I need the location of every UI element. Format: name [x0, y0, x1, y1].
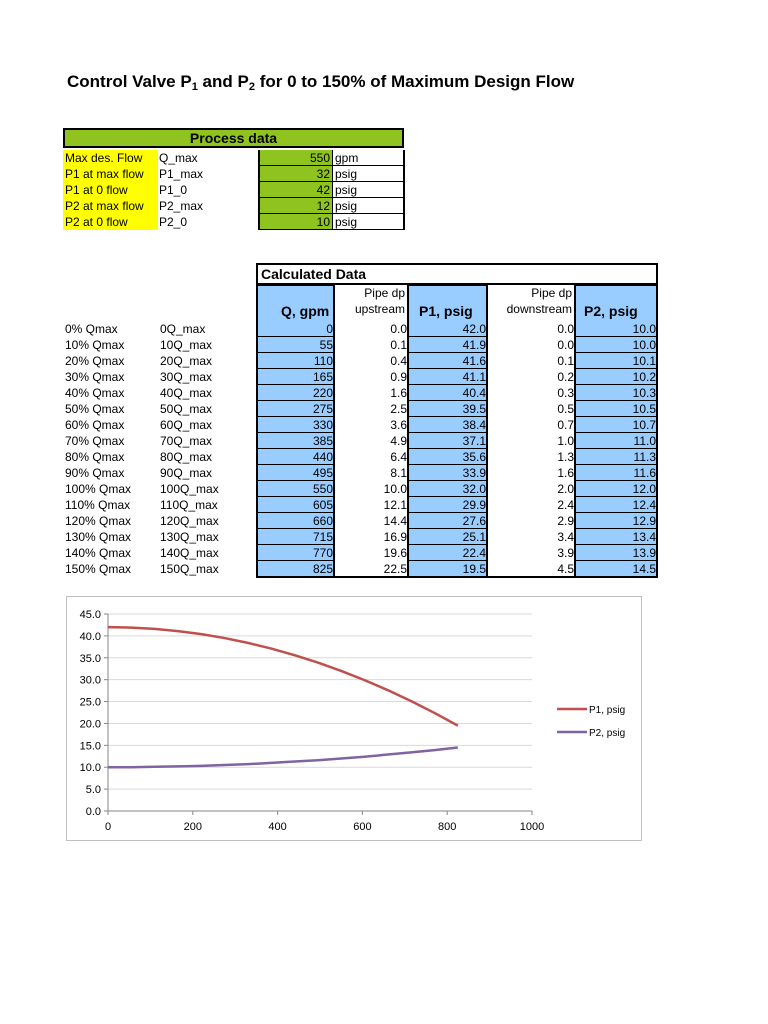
- flow-gpm-cell: 0: [326, 322, 333, 336]
- table-row: [0, 561, 768, 577]
- table-row: [0, 353, 768, 369]
- x-tick-label: 0: [104, 821, 112, 833]
- y-tick-label: 0.0: [85, 806, 101, 818]
- p1-psig-cell: 41.9: [462, 338, 486, 352]
- flow-symbol: 130Q_max: [160, 530, 219, 544]
- flow-gpm-cell: 385: [312, 434, 333, 448]
- flow-symbol: 60Q_max: [160, 418, 213, 432]
- y-tick-label: 30.0: [79, 674, 101, 687]
- page-title: Control Valve $P_1$ and $P_2$ for 0 to 150% of Maximum Design Flow: [67, 72, 575, 93]
- p1-psig-cell: 41.6: [462, 354, 486, 368]
- p1-column-header: P1, psig: [419, 303, 473, 319]
- p1-psig-cell: 37.1: [462, 434, 486, 448]
- p2-psig-cell: 10.0: [632, 338, 656, 352]
- flow-symbol: 110Q_max: [160, 498, 218, 512]
- flow-percent-label: 50% Qmax: [65, 402, 125, 416]
- flow-percent-label: 0% Qmax: [65, 322, 118, 336]
- flow-gpm-cell: 605: [312, 498, 333, 512]
- dp-upstream-cell: 0.1: [390, 338, 407, 352]
- dp-upstream-cell: 2.5: [390, 402, 407, 416]
- flow-percent-label: 130% Qmax: [65, 530, 132, 544]
- p2-psig-cell: 11.3: [633, 450, 656, 464]
- process-label: Max des. Flow: [63, 150, 158, 166]
- p1-psig-cell: 25.1: [462, 530, 486, 544]
- table-row: [0, 337, 768, 353]
- flow-symbol: 50Q_max: [160, 402, 213, 416]
- process-symbol: P2_max: [159, 199, 204, 213]
- process-data-header: Process data: [63, 128, 404, 148]
- flow-gpm-cell: 715: [312, 530, 333, 544]
- dp-downstream-cell: 0.2: [557, 370, 574, 384]
- p1-psig-cell: 40.4: [462, 386, 486, 400]
- p1-psig-cell: 27.6: [462, 514, 486, 528]
- flow-gpm-cell: 660: [312, 514, 333, 528]
- dp-downstream-cell: 4.5: [557, 562, 574, 576]
- table-row: [0, 321, 768, 337]
- flow-symbol: 20Q_max: [160, 354, 213, 368]
- pipe-dp-downstream-header: Pipe dp downstream: [506, 286, 572, 316]
- process-symbol: P2_0: [159, 215, 188, 229]
- dp-upstream-cell: 10.0: [383, 482, 407, 496]
- flow-percent-label: 100% Qmax: [65, 482, 132, 496]
- flow-percent-label: 40% Qmax: [65, 386, 125, 400]
- dp-upstream-cell: 14.4: [383, 514, 407, 528]
- flow-gpm-cell: 770: [312, 546, 333, 560]
- flow-symbol: 80Q_max: [160, 450, 213, 464]
- process-value: 32: [258, 166, 332, 182]
- pressure-chart: [67, 597, 643, 842]
- process-value: 12: [258, 198, 332, 214]
- flow-symbol: 40Q_max: [160, 386, 213, 400]
- x-tick-label: 400: [268, 821, 287, 833]
- process-label: P1 at max flow: [63, 166, 158, 182]
- table-row: [0, 369, 768, 385]
- flow-symbol: 90Q_max: [160, 466, 213, 480]
- p1-psig-cell: 35.6: [462, 450, 486, 464]
- flow-gpm-cell: 550: [312, 482, 333, 496]
- x-tick-label: 800: [438, 821, 457, 833]
- dp-upstream-cell: 0.9: [390, 370, 407, 384]
- table-row: [0, 433, 768, 449]
- dp-upstream-cell: 8.1: [390, 466, 407, 480]
- flow-percent-label: 60% Qmax: [65, 418, 125, 432]
- dp-upstream-cell: 16.9: [383, 530, 407, 544]
- table-row: [0, 497, 768, 513]
- flow-percent-label: 140% Qmax: [65, 546, 132, 560]
- x-tick-label: 200: [183, 821, 202, 833]
- p2-psig-cell: 12.9: [632, 514, 656, 528]
- p1-psig-cell: 19.5: [462, 562, 486, 576]
- dp-downstream-cell: 2.0: [557, 482, 574, 496]
- x-tick-label: 600: [353, 821, 372, 833]
- dp-downstream-cell: 1.0: [557, 434, 574, 448]
- legend-label: P2, psig: [589, 728, 626, 739]
- q-column-header: Q, gpm: [281, 303, 330, 319]
- p1-psig-cell: 33.9: [462, 466, 486, 480]
- dp-downstream-cell: 0.7: [557, 418, 574, 432]
- dp-upstream-cell: 22.5: [383, 562, 407, 576]
- p2-psig-cell: 10.7: [632, 418, 656, 432]
- table-row: [0, 385, 768, 401]
- dp-downstream-cell: 3.4: [557, 530, 574, 544]
- process-label: P1 at 0 flow: [63, 182, 158, 198]
- chart-area: [66, 596, 642, 841]
- y-tick-label: 35.0: [79, 652, 101, 665]
- table-row: [0, 449, 768, 465]
- series-line-p2: [108, 748, 458, 768]
- dp-upstream-cell: 4.9: [390, 434, 407, 448]
- flow-percent-label: 30% Qmax: [65, 370, 125, 384]
- flow-symbol: 70Q_max: [160, 434, 213, 448]
- dp-downstream-cell: 2.9: [557, 514, 574, 528]
- flow-gpm-cell: 55: [319, 338, 333, 352]
- p1-psig-cell: 39.5: [462, 402, 486, 416]
- dp-upstream-cell: 12.1: [383, 498, 407, 512]
- table-row: [0, 401, 768, 417]
- p2-psig-cell: 13.4: [632, 530, 656, 544]
- process-value: 42: [258, 182, 332, 198]
- dp-upstream-cell: 6.4: [390, 450, 407, 464]
- flow-symbol: 120Q_max: [160, 514, 219, 528]
- table-row: [0, 465, 768, 481]
- process-symbol: P1_0: [159, 183, 188, 197]
- flow-symbol: 140Q_max: [160, 546, 219, 560]
- cell-border: [574, 576, 658, 577]
- process-label: P2 at max flow: [63, 198, 158, 214]
- x-tick-label: 1000: [519, 821, 545, 833]
- p2-psig-cell: 11.6: [633, 466, 656, 480]
- process-unit: psig: [332, 198, 405, 214]
- dp-downstream-cell: 0.3: [557, 386, 574, 400]
- dp-downstream-cell: 3.9: [557, 546, 574, 560]
- p1-psig-cell: 42.0: [462, 322, 486, 336]
- process-unit: psig: [332, 182, 405, 198]
- p1-psig-cell: 38.4: [462, 418, 486, 432]
- table-row: [0, 417, 768, 433]
- table-row: [0, 481, 768, 497]
- y-tick-label: 5.0: [85, 784, 101, 797]
- pipe-dp-upstream-header: Pipe dp upstream: [354, 286, 405, 316]
- flow-gpm-cell: 440: [312, 450, 333, 464]
- process-symbol: P1_max: [159, 167, 204, 181]
- process-unit: gpm: [332, 150, 405, 166]
- dp-upstream-cell: 0.0: [390, 322, 407, 336]
- flow-gpm-cell: 275: [312, 402, 333, 416]
- flow-symbol: 150Q_max: [160, 562, 219, 576]
- p1-psig-cell: 29.9: [462, 498, 486, 512]
- p2-psig-cell: 13.9: [632, 546, 656, 560]
- dp-downstream-cell: 0.5: [557, 402, 574, 416]
- p2-psig-cell: 10.5: [632, 402, 656, 416]
- table-row: [0, 513, 768, 529]
- flow-gpm-cell: 330: [312, 418, 333, 432]
- y-tick-label: 20.0: [79, 718, 101, 731]
- flow-gpm-cell: 165: [312, 370, 333, 384]
- table-row: [0, 529, 768, 545]
- process-value: 10: [258, 214, 332, 230]
- dp-downstream-cell: 0.1: [557, 354, 574, 368]
- p2-column-header: P2, psig: [584, 303, 638, 319]
- flow-percent-label: 120% Qmax: [65, 514, 132, 528]
- process-unit: psig: [332, 214, 405, 230]
- flow-percent-label: 70% Qmax: [65, 434, 125, 448]
- flow-percent-label: 80% Qmax: [65, 450, 125, 464]
- flow-symbol: 100Q_max: [160, 482, 219, 496]
- dp-upstream-cell: 1.6: [390, 386, 407, 400]
- legend-label: P1, psig: [589, 705, 626, 716]
- p1-psig-cell: 41.1: [462, 370, 486, 384]
- p2-psig-cell: 12.4: [632, 498, 656, 512]
- flow-symbol: 10Q_max: [160, 338, 213, 352]
- p2-psig-cell: 14.5: [632, 562, 656, 576]
- y-tick-label: 40.0: [79, 630, 101, 643]
- dp-downstream-cell: 1.3: [557, 450, 574, 464]
- process-label: P2 at 0 flow: [63, 214, 158, 230]
- y-tick-label: 10.0: [79, 762, 101, 775]
- flow-percent-label: 90% Qmax: [65, 466, 125, 480]
- flow-percent-label: 150% Qmax: [65, 562, 132, 576]
- dp-upstream-cell: 19.6: [383, 546, 407, 560]
- p2-psig-cell: 12.0: [632, 482, 656, 496]
- cell-border: [256, 576, 335, 577]
- flow-percent-label: 20% Qmax: [65, 354, 125, 368]
- table-row: [0, 545, 768, 561]
- dp-upstream-cell: 0.4: [390, 354, 407, 368]
- series-line-p1: [108, 627, 458, 725]
- p2-psig-cell: 10.0: [632, 322, 656, 336]
- flow-gpm-cell: 495: [312, 466, 333, 480]
- dp-downstream-cell: 0.0: [557, 322, 574, 336]
- p1-psig-cell: 32.0: [462, 482, 486, 496]
- dp-upstream-cell: 3.6: [390, 418, 407, 432]
- flow-gpm-cell: 110: [313, 354, 333, 368]
- y-tick-label: 15.0: [79, 740, 101, 753]
- process-value: 550: [258, 150, 332, 166]
- calculated-data-header: Calculated Data: [256, 263, 658, 285]
- p2-psig-cell: 11.0: [633, 434, 656, 448]
- y-tick-label: 45.0: [79, 609, 101, 621]
- p2-psig-cell: 10.3: [632, 386, 656, 400]
- cell-border: [407, 576, 488, 577]
- process-symbol: Q_max: [159, 151, 198, 165]
- flow-symbol: 0Q_max: [160, 322, 206, 336]
- p1-psig-cell: 22.4: [462, 546, 486, 560]
- flow-gpm-cell: 220: [312, 386, 333, 400]
- y-tick-label: 25.0: [79, 696, 101, 709]
- process-unit: psig: [332, 166, 405, 182]
- flow-percent-label: 10% Qmax: [65, 338, 125, 352]
- dp-downstream-cell: 1.6: [557, 466, 574, 480]
- flow-percent-label: 110% Qmax: [65, 498, 131, 512]
- dp-downstream-cell: 0.0: [557, 338, 574, 352]
- flow-gpm-cell: 825: [312, 562, 333, 576]
- p2-psig-cell: 10.1: [632, 354, 656, 368]
- flow-symbol: 30Q_max: [160, 370, 213, 384]
- dp-downstream-cell: 2.4: [557, 498, 574, 512]
- p2-psig-cell: 10.2: [632, 370, 656, 384]
